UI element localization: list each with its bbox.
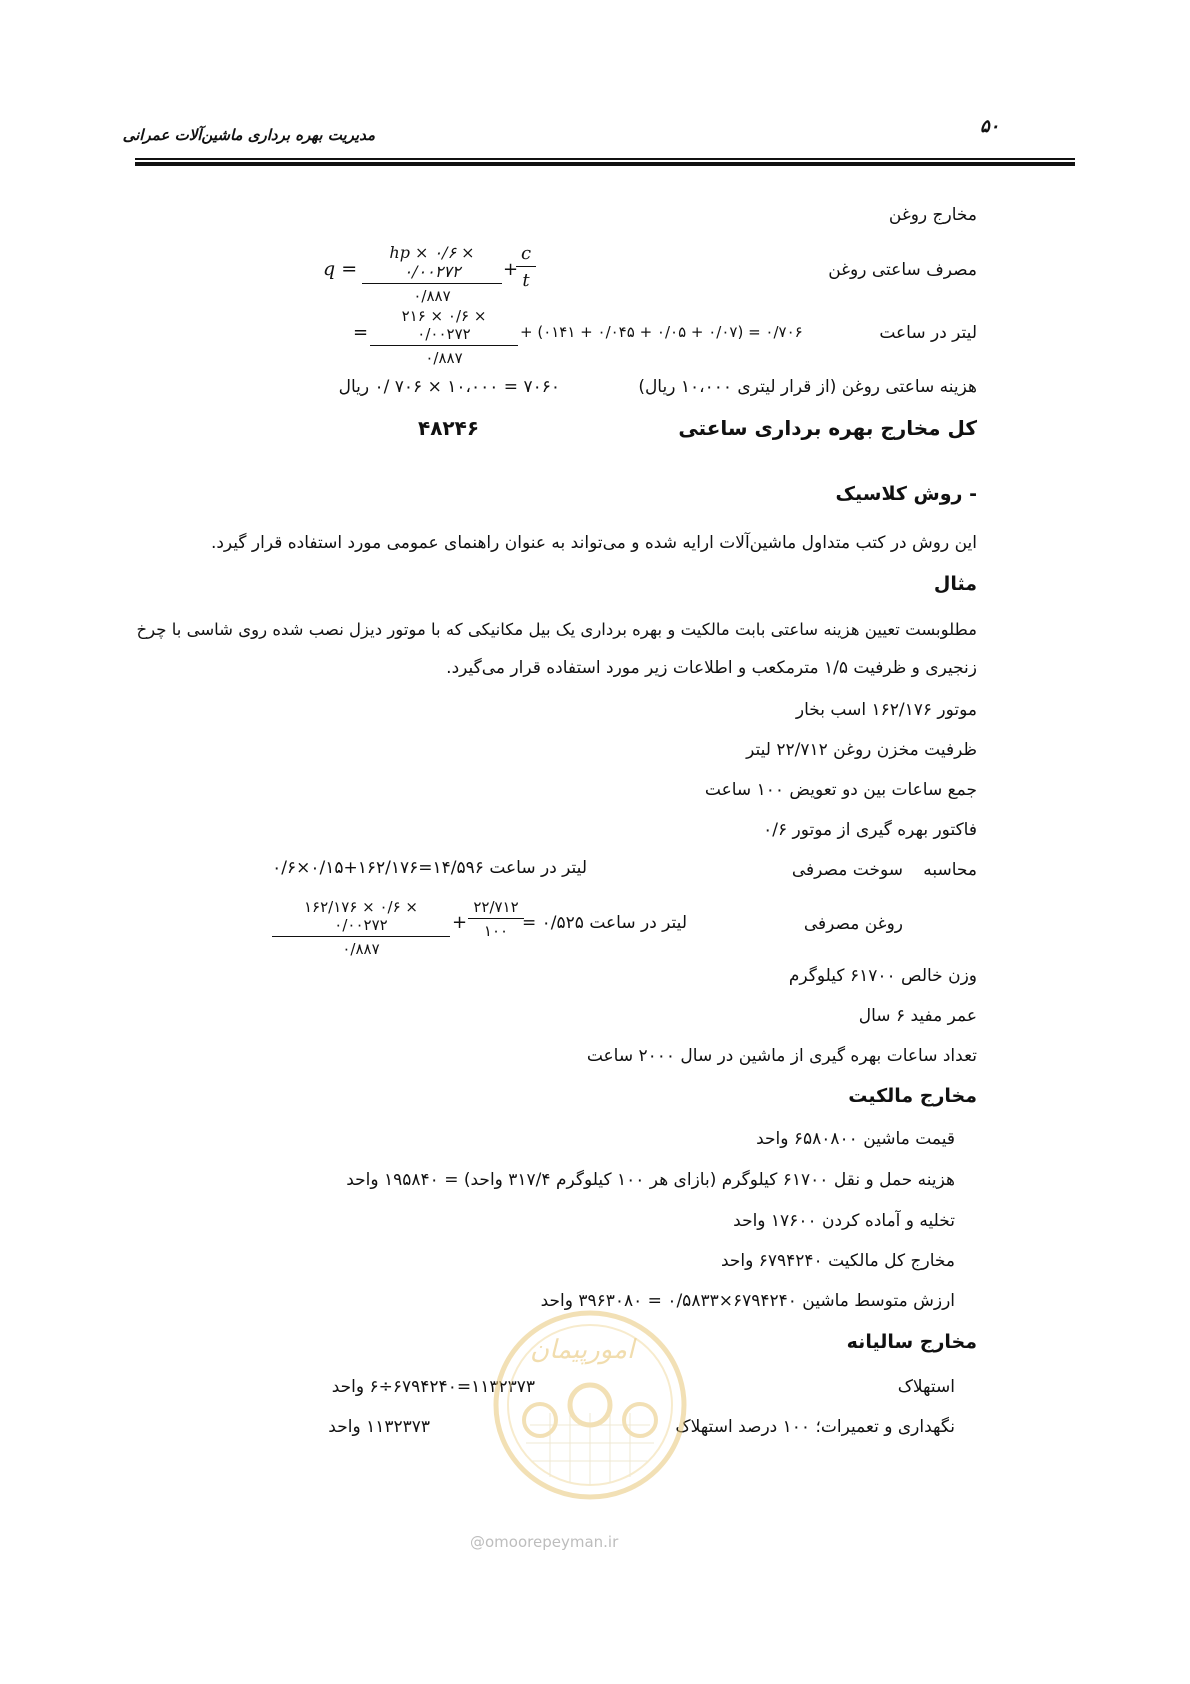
classic-method-paragraph: این روش در کتب متداول ماشین‌آلات ارایه شده و می‌تواند به عنوان راهنمای عمومی مورد استفاده قرار گیرد. [210,533,977,553]
net-weight-spec: وزن خالص ۶۱۷۰۰ کیلوگرم [788,966,977,986]
header-rule-thick [135,162,1075,166]
formula-numerator: hp × ۰/۶ × ۰/۰۰۲۷۲ [362,243,502,284]
formula-c-over-t [516,243,536,291]
example-heading: مثال [933,573,977,595]
depreciation-value: ۱۱۳۲۳۷۳=۶۷۹۴۲۴۰÷۶ واحد [331,1377,535,1397]
calc-numerator: ۲۱۶ × ۰/۶ × ۰/۰۰۲۷۲ [370,307,518,346]
hourly-oil-cost-label: هزینه ساعتی روغن (از قرار لیتری ۱۰،۰۰۰ ریال) [638,377,977,397]
oil-consumption-fraction-2 [272,898,450,958]
formula-q: q = [323,258,358,280]
transport-cost: هزینه حمل و نقل ۶۱۷۰۰ کیلوگرم (بازای هر ۱۰۰ کیلوگرم ۳۱۷/۴ واحد) = ۱۹۵۸۴۰ واحد [346,1170,955,1190]
example-line-2: زنجیری و ظرفیت ۱/۵ مترمکعب و اطلاعات زیر مورد استفاده قرار می‌گیرد. [446,658,977,678]
watermark-url: @omoorepeyman.ir [470,1533,619,1551]
running-header-title: مدیریت بهره برداری ماشین‌آلات عمرانی [122,126,375,144]
maintenance-label: نگهداری و تعمیرات؛ ۱۰۰ درصد استهلاک [675,1417,955,1437]
maintenance-value: ۱۱۳۲۳۷۳ واحد [328,1417,430,1437]
total-hourly-cost-value: ۴۸۲۴۶ [418,416,480,440]
watermark-brand: امورپیمان [530,1335,635,1365]
depreciation-label: استهلاک [897,1377,955,1397]
average-machine-value: ارزش متوسط ماشین ۶۷۹۴۲۴۰×۰/۵۸۳۳ = ۳۹۶۳۰۸۰ واحد [540,1291,955,1311]
classic-method-heading: - روش کلاسیک [835,483,977,505]
formula-plus: + [503,259,519,280]
oil-frac2-numerator: ۱۶۲/۱۷۶ × ۰/۶ × ۰/۰۰۲۷۲ [272,898,450,937]
engine-factor-spec: فاکتور بهره گیری از موتور ۰/۶ [763,820,977,840]
oil-consumption-fraction-1 [468,898,524,940]
ownership-heading: مخارج مالکیت [848,1085,977,1107]
page-number: ۵۰ [980,116,1000,137]
calc-label: محاسبه [923,860,977,880]
calc-fraction [370,307,518,367]
oil-tank-spec: ظرفیت مخزن روغن ۲۲/۷۱۲ لیتر [746,740,977,760]
calc-equals: = [353,322,369,343]
total-hourly-cost-label: کل مخارج بهره برداری ساعتی [678,416,977,440]
calc-remainder: + (۰۱۴۱ + ۰/۰۴۵ + ۰/۰۵ + ۰/۰۷) = ۰/۷۰۶ [520,323,803,341]
example-line-1: مطلوبست تعیین هزینه ساعتی بابت مالکیت و بهره برداری یک بیل مکانیکی که با موتور دیزل نصب شده روی شاسی با چرخ [136,620,977,639]
engine-spec: موتور ۱۶۲/۱۷۶ اسب بخار [795,700,977,720]
annual-hours-spec: تعداد ساعات بهره گیری از ماشین در سال ۲۰۰۰ ساعت [586,1046,977,1066]
hourly-oil-cost-value: ۷۰۶۰ = ۱۰،۰۰۰ × ۷۰۶ /۰ ریال [338,377,560,397]
per-hour-label: لیتر در ساعت [879,323,977,343]
oil-frac1-denominator: ۱۰۰ [483,922,509,940]
oil-frac2-denominator: ۰/۸۸۷ [342,940,380,958]
oil-frac1-numerator: ۲۲/۷۱۲ [468,898,524,919]
watermark [470,1305,690,1555]
oil-heading: مخارج روغن [888,205,977,225]
formula-denominator: ۰/۸۸۷ [413,287,451,305]
oil-consumption-plus: + [452,912,468,933]
machine-price: قیمت ماشین ۶۵۸۰۸۰۰ واحد [756,1129,955,1149]
formula-c: c [516,243,536,267]
oil-consumption-label: روغن مصرفی [803,914,903,934]
change-hours-spec: جمع ساعات بین دو تعویض ۱۰۰ ساعت [704,780,977,800]
oil-consumption-result: لیتر در ساعت ۰/۵۲۵ = [522,913,687,933]
total-ownership-cost: مخارج کل مالکیت ۶۷۹۴۲۴۰ واحد [720,1251,955,1271]
annual-heading: مخارج سالیانه [846,1331,977,1353]
formula-t: t [522,270,530,291]
header-rule-thin [135,158,1075,160]
calc-denominator: ۰/۸۸۷ [425,349,463,367]
useful-life-spec: عمر مفید ۶ سال [858,1006,977,1026]
fuel-consumption-label: سوخت مصرفی [791,860,903,880]
hourly-oil-consumption-label: مصرف ساعتی روغن [828,260,977,280]
unloading-cost: تخلیه و آماده کردن ۱۷۶۰۰ واحد [733,1211,955,1231]
fuel-consumption-formula: لیتر در ساعت ۱۴/۵۹۶=۱۶۲/۱۷۶+۰/۱۵×۰/۶ [272,858,587,878]
formula-main-fraction [362,243,502,305]
